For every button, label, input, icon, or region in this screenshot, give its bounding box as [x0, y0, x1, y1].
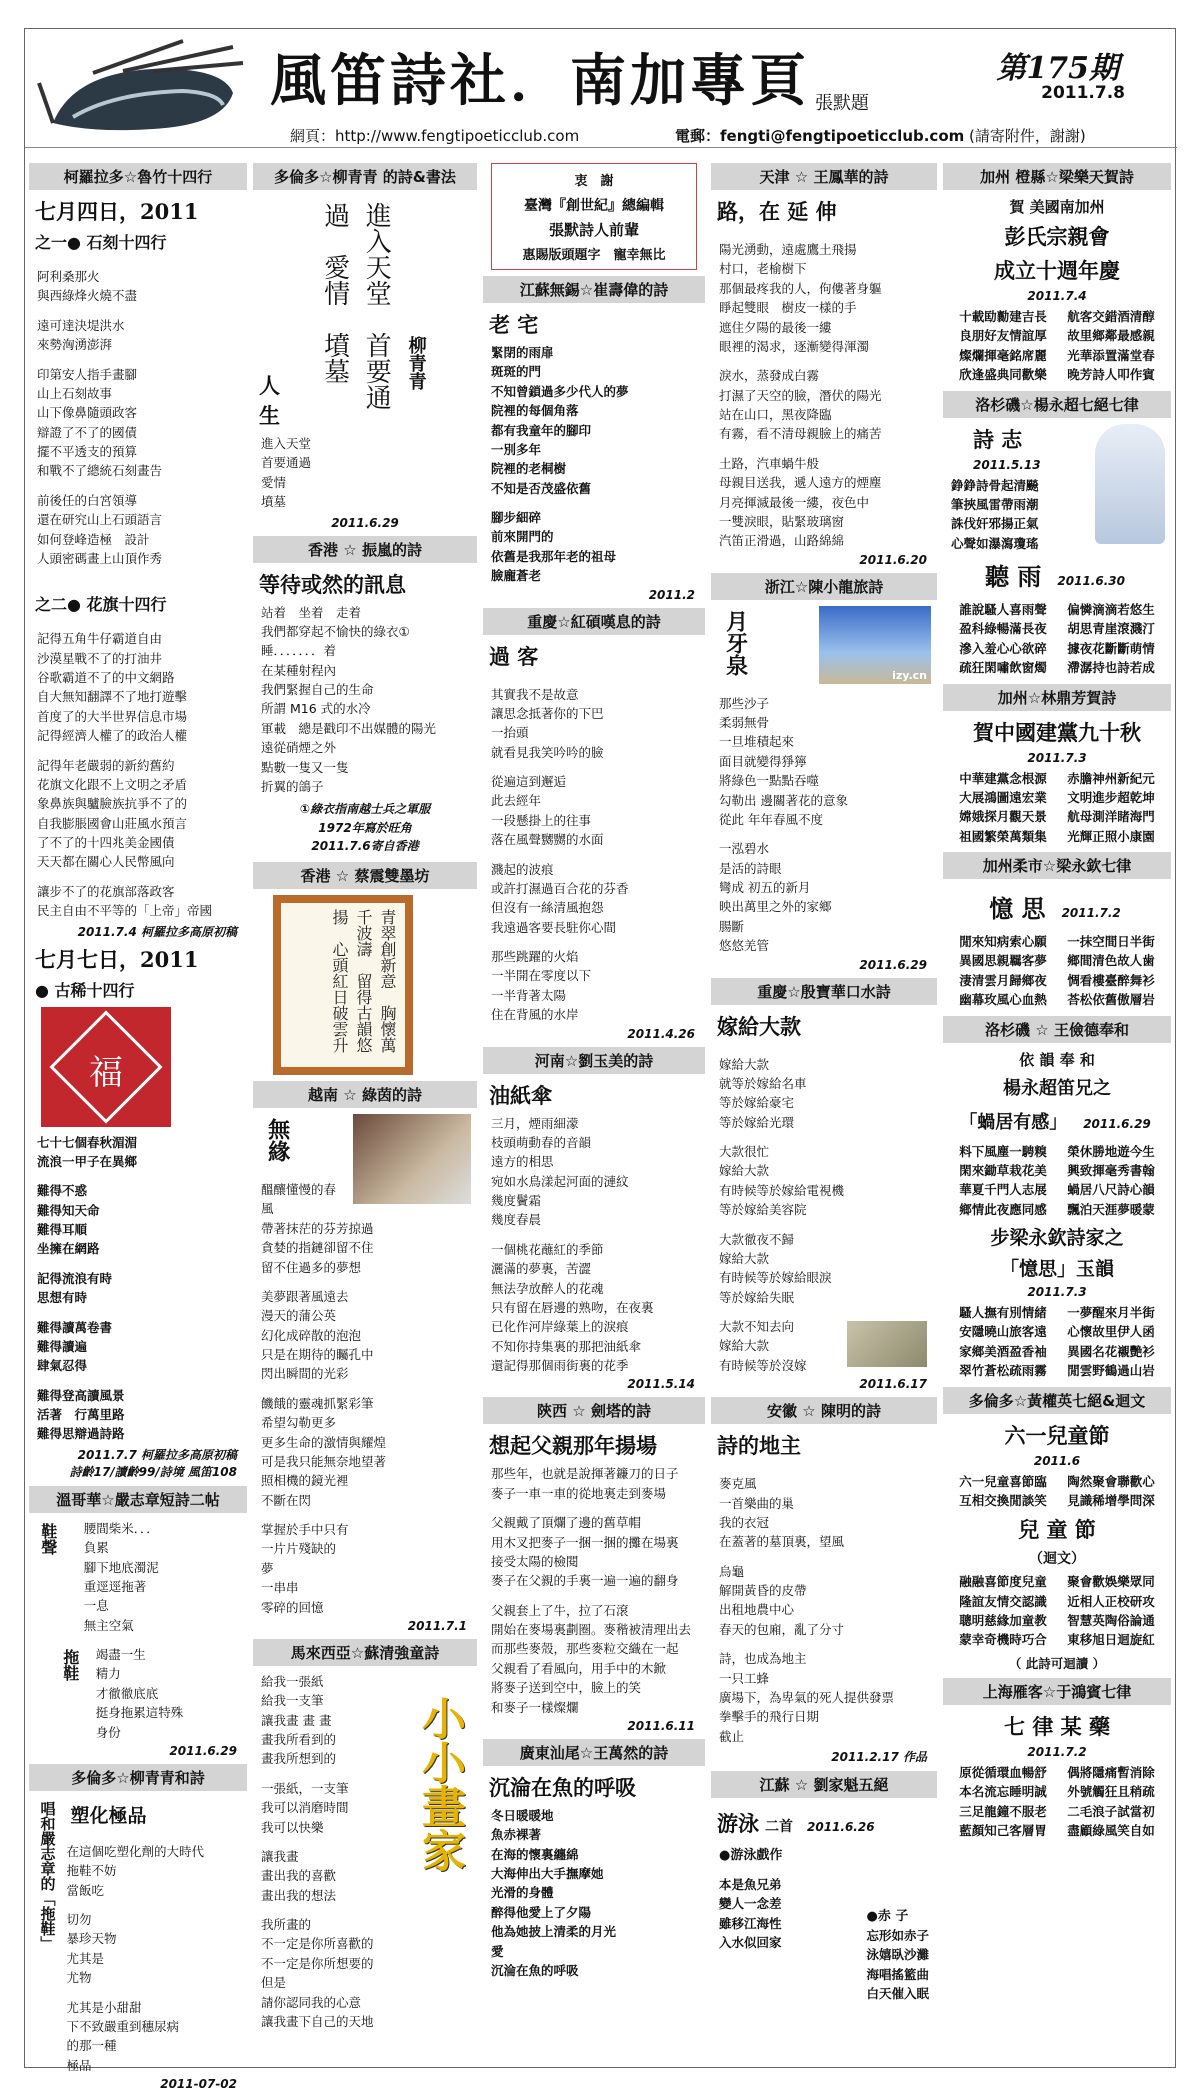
- poem-stanza: 記得流浪有時 思想有時: [37, 1270, 113, 1306]
- poem-stanza: 騷人撫有別情緒 安隱曉山旅客遠 家鄉美酒盈香袖 翠竹蒼松疏雨霧: [959, 1305, 1047, 1379]
- poem-title: 鞋聲: [38, 1522, 58, 1555]
- money-photo: [847, 1321, 927, 1367]
- poem-subtitle: ●游泳戲作: [719, 1848, 783, 1863]
- section-heading: 多倫多☆黃權英七絕&迴文: [943, 1387, 1171, 1414]
- poem-stanza: 聚會歡娛樂眾同 近相人正校研攻 智慧英陶俗論通 東移旭日迴旋紅: [1067, 1574, 1155, 1648]
- poem-date: 2011.7.1: [407, 1618, 467, 1633]
- column-2: [253, 157, 477, 2061]
- poem-stanza: 料下風塵一騁糗 閑來鋤草栽花美 華夏千門人志展 鄉情此夜應同感: [959, 1143, 1047, 1217]
- poem-stanza: 赤膽神州新紀元 文明進步超乾坤 航母測洋睹海門 光輝正照小康園: [1067, 770, 1155, 844]
- poem-title: 「蝸居有感」: [959, 1111, 1068, 1133]
- poem-title: 路，在 延 伸: [717, 199, 837, 224]
- calligraphy-signature: 柳青青: [405, 336, 427, 390]
- website-link[interactable]: 網頁：http://www.fengtipoeticclub.com: [290, 127, 580, 145]
- poem-stanza: 誰說騷人喜雨聲 盈科綠暢滿長夜 滲入羞心心欲碎 疏狂閑嘯飲窗燭: [959, 602, 1047, 676]
- poem-stanza: 七十七個春秋湄湄 流浪一甲子在異鄉: [37, 1134, 138, 1169]
- poem-title: 嫁給大款: [717, 1013, 801, 1039]
- poem-stanza: 腰間柴米．．． 負累 腳下地底濁泥 重逕逕拖著 一息 無主空氣: [83, 1520, 159, 1633]
- poem-title: 楊永超笛兄之: [1003, 1077, 1111, 1099]
- poem-stanza: 十載劻勷建吉長 良朋好友情誼厚 燦爛揮毫銘席麗 欣逢盛典同歡樂: [959, 309, 1047, 383]
- poem-title-artistic: 小小畫家: [414, 1695, 465, 1872]
- poem-stanza: 緊閉的雨扉 斑斑的門 不知曾鎖過多少代人的夢 院裡的每個角落 都有我童年的腳印 一別多年 院裡的老桐樹 不知是否茂盛依舊: [491, 345, 629, 496]
- poem-stanza: 淚水，蒸發成白霧 打濕了天空的臉，潛伏的陽光 站在山口，黑夜降臨 有霧，看不清母親臉上的痛苦: [719, 368, 882, 442]
- poem-stanza: 一泓碧水 是活的詩眼 彎成 初五的新月 映出萬里之外的家鄉 腸斷 悠悠羌管: [719, 841, 832, 954]
- poem-stanza: 醞釀懂慢的春風 帶著抹茫的芬芳掠過 貪婪的指鏈卻留不住 留不住過多的夢想: [261, 1182, 374, 1275]
- poem-stanza: 中華建黨念根源 大展鴻圖遠宏業 嫦娥探月觀天景 祖國繁榮萬類集: [959, 770, 1047, 844]
- poem-title: 想起父親那年揚場: [489, 1433, 657, 1459]
- poem-stanza: 一夢醒來月半街 心懷故里伊人函 異國名花襯艷衫 閒雲野鶴過山岩: [1067, 1305, 1155, 1379]
- poem-date: 2011.6.29: [859, 957, 927, 972]
- newspaper-page: [24, 28, 1176, 2091]
- poem-title: 等待或然的訊息: [259, 571, 406, 597]
- section-heading: 重慶☆殷寶華口水詩: [711, 978, 937, 1005]
- poem-stanza: 融融喜節度兒童 隆誼友情交認識 聰明慈緣加童教 蒙幸奇機時巧合: [959, 1574, 1047, 1648]
- issue-number: 第175期: [996, 51, 1119, 86]
- poem-title: 沉淪在魚的呼吸: [489, 1774, 636, 1800]
- section-heading: 溫哥華☆嚴志章短詩二帖: [29, 1486, 247, 1513]
- section-heading: 加州 橙縣☆梁樂天賀詩: [943, 163, 1171, 190]
- poem-subtitle: ●赤 子: [866, 1909, 909, 1924]
- poem-stanza: 那些跳躍的火焰 一半開在零度以下 一半背著太陽 住在背風的水岸: [491, 949, 592, 1023]
- email-note: (請寄附件，謝謝): [969, 127, 1086, 145]
- poem-stanza: 偏憐滴滴若悠生 胡思青崖滾濺汀 據夜花斷斷萌情 滯潺持也詩若成: [1067, 602, 1155, 676]
- calligraphy-frame-image: 青翠創新意 胸懷萬千波濤 留得古韻悠揚 心頭紅日破雲升: [273, 895, 413, 1075]
- poem-stanza: 六一兒童喜節臨 互相交換閒談笑: [959, 1473, 1047, 1508]
- poem-title: 步梁永欽詩家之: [990, 1227, 1124, 1249]
- fortune-symbol-image: [41, 1007, 171, 1127]
- poem-stanza: 美夢跟著風遠去 漫天的蒲公英 幻化成碎散的泡泡 只是在期待的矚孔中 閃出瞬間的光彩: [261, 1288, 374, 1382]
- poem-title: 聽 雨: [985, 562, 1042, 591]
- section-heading: 河南☆劉玉美的詩: [483, 1047, 705, 1074]
- poem-stanza: 濺起的波痕 或許打濕過百合花的芬香 但沒有一絲清風抱怨 我遠過客要長駐你心間: [491, 861, 629, 935]
- poem-stanza: 記得年老嚴弱的新約舊約 花旗文化跟不上文明之矛盾 象鼻族與驢臉族抗爭不了的 自我膨脹國會山莊風水預言 了不了的十四兆美金國債 天天都在關心人民幣風向: [37, 757, 188, 870]
- poem-signature: 2011.7.4 柯羅拉多高原初稿: [77, 924, 237, 939]
- masthead: [25, 29, 1177, 147]
- section-heading: 天津 ☆ 王鳳華的詩: [711, 163, 937, 190]
- masthead-title: 風笛詩社．南加專頁: [270, 48, 810, 114]
- poem-date: 2011.7.3: [1027, 1285, 1087, 1299]
- masthead-signature: 張默題: [815, 93, 869, 114]
- issue-date: 2011.7.8: [1041, 83, 1125, 103]
- section-heading: 香港 ☆ 振嵐的詩: [253, 536, 477, 563]
- section-heading: 重慶☆紅碩嘆息的詩: [483, 608, 705, 635]
- email-link[interactable]: fengti@fengtipoeticclub.com: [720, 127, 965, 145]
- poem-stanza: 進入天堂 首要通過 愛情 墳墓: [261, 436, 312, 510]
- fortune-char: 福: [89, 1052, 123, 1093]
- section-heading: 洛杉磯☆楊永超七絕七律: [943, 391, 1171, 418]
- section-heading: 柯羅拉多☆魯竹十四行: [29, 163, 247, 190]
- column-3: [483, 157, 705, 2061]
- poem-stanza: 嫁給大款 就等於嫁給名車 等於嫁給豪宅 等於嫁給光環: [719, 1056, 807, 1130]
- poem-stanza: 印第安人指手畫腳 山上石刻故事 山下像鼻隨頭政客 辯證了不了的國債 擺不平透支的預算 和戰不了總統石刻畫告: [37, 366, 163, 479]
- section-heading: 江蘇 ☆ 劉家魁五絕: [711, 1771, 937, 1798]
- email-label: 電郵：: [675, 127, 721, 145]
- poem-stanza: 大款徹夜不歸 嫁給大款 有時候等於嫁給眼淚 等於嫁給失眠: [719, 1231, 832, 1305]
- poem-date: 2011.6.17: [859, 1377, 927, 1392]
- poem-stanza: 切勿 暴珍天物 尤其是 尤物: [66, 1912, 117, 1986]
- poem-stanza: 記得五角牛仔霸道自由 沙漠星戰不了的打油井 谷歌霸道不了的中文網路 自大無知翻譯不了地打遊擊 首度了的大半世界信息市場 記得經濟人權了的政治人權: [37, 631, 188, 744]
- desert-spring-photo: [819, 606, 931, 684]
- poem-date: 2011.6.11: [627, 1718, 695, 1733]
- poem-stanza: 難得不惑 難得知天命 難得耳順 坐擁在網路: [37, 1183, 100, 1257]
- section-heading: 加州柔市☆梁永欽七律: [943, 852, 1171, 879]
- poem-title: 賀中國建黨九十秋: [973, 719, 1141, 745]
- section-heading: 多倫多☆柳青青 的詩&書法: [253, 163, 477, 190]
- poem-date: 2011.6.29: [169, 1743, 237, 1758]
- poem-stanza: 在這個吃塑化劑的大時代 拖鞋不妨 當飯吃: [66, 1843, 205, 1898]
- poem-stanza: 難得讀萬卷書 難得讀遍 肆氣忍得: [37, 1319, 113, 1374]
- poem-footnote: ①綠衣指南越士兵之軍服 1972年寫於旺角 2011.7.6寄自香港: [299, 802, 431, 854]
- poem-stanza: 麥克風 一首樂曲的巢 我的衣冠 在蓋著的墓頂裏，望風: [719, 1476, 845, 1550]
- poem-date-title: 七月四日，2011: [35, 199, 199, 224]
- poem-date: 2011.6.29: [331, 515, 399, 530]
- poem-title: 憶 思: [989, 894, 1046, 923]
- poem-stanza: 給我一張紙 給我一支筆 讓我畫 畫 畫 畫我所看到的 畫我所想到的: [261, 1673, 337, 1767]
- poem-title: 無緣: [264, 1118, 291, 1163]
- poem-stanza: 那些年，也就是說揮著鐮刀的日子 麥子一車一車的從地裏走到麥場: [491, 1466, 679, 1501]
- section-heading: 香港 ☆ 蔡震雙墨坊: [253, 862, 477, 889]
- poem-stanza: 偶將隱痛暫消除 外號觸狂且稍疏 二毛浪子試當初 盡顧綠風笑自如: [1067, 1764, 1155, 1838]
- poem-subtitle: 之一● 石刻十四行: [35, 233, 167, 252]
- poem-date: 2011.6: [1033, 1453, 1081, 1468]
- thanks-line: 臺灣『創世紀』總編輯: [524, 198, 664, 214]
- poem-stanza: 讓步不了的花旗部落政客 民主自由不平等的「上帝」帝國: [37, 883, 213, 919]
- poem-title: 兒 童 節: [1018, 1517, 1096, 1543]
- section-heading: 江蘇無錫☆崔壽偉的詩: [483, 276, 705, 303]
- section-heading: 多倫多☆柳青青和詩: [29, 1764, 247, 1791]
- section-heading: 廣東汕尾☆王萬然的詩: [483, 1739, 705, 1766]
- poem-date-title: 七月七日，2011: [35, 946, 199, 972]
- section-heading: 加州☆林鼎芳賀詩: [943, 684, 1171, 711]
- poem-stanza: 大款不知去向 嫁給大款 有時候等於沒嫁: [719, 1319, 807, 1373]
- poem-stanza: 難得登高讀風景 活著 行萬里路 難得思辯過詩路: [37, 1387, 125, 1442]
- poem-date: 2011.7.2: [1027, 1744, 1087, 1759]
- poem-title: 彭氏宗親會: [1004, 224, 1110, 249]
- poem-stanza: 從遍這到邂逅 此去經年 一段懸掛上的往事 落在風聲嬲嬲的水面: [491, 774, 604, 848]
- thanks-title: 衷 謝: [574, 174, 614, 189]
- poem-title: 人 生: [259, 373, 301, 428]
- poem-title: 六一兒童節: [1004, 1422, 1110, 1448]
- poem-date: 2011.6.26: [807, 1820, 875, 1834]
- poem-stanza: 一張紙，一支筆 我可以消磨時間 我可以快樂: [261, 1780, 349, 1835]
- poem-side-caption: 唱和嚴志章的「拖鞋」: [38, 1800, 57, 1951]
- poem-title: 老 宅: [489, 312, 539, 337]
- poem-line: 依 韻 奉 和: [1019, 1050, 1095, 1069]
- poem-stanza: 烏龜 解開黃昏的皮帶 出租地農中心 春天的包廂，亂了分寸: [719, 1563, 845, 1637]
- poem-stanza: 航客交錯酒清醇 故里鄉鄰最感親 光華添置滿堂春 晚芳詩人叩作賓: [1067, 309, 1155, 383]
- section-heading: 安徽 ☆ 陳明的詩: [711, 1397, 937, 1424]
- poem-date: 2011.2: [648, 587, 695, 602]
- poem-line: 賀 美國南加州: [1009, 198, 1105, 216]
- poem-stanza: 一抹空間日半街 鄉間清色故人歯 惆看樓臺醉舞衫 荅松依舊傲層岩: [1067, 934, 1155, 1008]
- poem-date: 2011.6.20: [859, 552, 927, 567]
- poem-title: 油紙傘: [489, 1082, 552, 1108]
- poem-stanza: 那些沙子 柔弱無骨 一旦堆積起來 面目就變得猙獰 將綠色一點點吞噬 勾勒出 邊關著花的意象 從此 年年春風不度: [719, 695, 848, 827]
- poem-date: 2011-07-02: [160, 2077, 237, 2091]
- poem-stanza: 土路，汽車蝸牛般 母親目送我，遞人遠方的煙塵 月亮揮滅最後一縷，夜色中 一雙淚眼，貼緊玻璃窗 汽笛正滑過，山路綿綿: [719, 455, 882, 549]
- poem-stanza: 榮休勝地遊今生 興致揮毫秀書翰 蝸居八尺詩心韻 飄泊天涯夢暖蒙: [1067, 1143, 1155, 1217]
- poem-stanza: 錚錚詩骨起清飈 筆挾風雷帶雨潮 誅伐奸邪揚正氣 心聲如瀑瀉瓊瑤: [951, 477, 1039, 551]
- section-heading: 洛杉磯 ☆ 王儉德奉和: [943, 1016, 1171, 1043]
- poem-stanza: 父親套上了牛，拉了石滾 開始在麥場裏劃圈。麥稭被清理出去 而那些麥殼，那些麥粒交織在一起 父親看了看風向，用手中的木鍁 將麥子送到空中，臉上的笑 和麥子一樣燦爛: [491, 1602, 692, 1715]
- poem-stanza: 其實我不是故意 讓思念抵著你的下巴 一抬頭 就看見我笑吟吟的臉: [491, 686, 604, 760]
- poem-date: 2011.6.30: [1057, 574, 1125, 588]
- poem-title: 游泳: [717, 1811, 759, 1836]
- poem-title: 「憶思」玉韻: [999, 1258, 1114, 1280]
- poem-title: 詩的地主: [717, 1433, 801, 1459]
- statue-photo: [353, 1114, 471, 1204]
- poem-stanza: 阿利桑那火 與西綠烽火燒不盡: [37, 269, 138, 304]
- column-1: [29, 157, 247, 2091]
- section-heading: 浙江☆陳小龍旅詩: [711, 573, 937, 600]
- section-heading: 上海雁客☆于鴻賓七律: [943, 1678, 1171, 1705]
- poem-stanza: 前後任的白宮領導 還在研究山上石頭語言 如何登峰造極 設計 人頭密碼畫上山頂作秀: [37, 492, 163, 566]
- poem-subtitle: ● 古稀十四行: [35, 980, 135, 1000]
- poem-stanza: 尤其是小甜甜 下不致嚴重到穗尿病 的那一種 極品: [66, 1999, 180, 2073]
- poem-title: 過 客: [489, 643, 539, 669]
- poem-title: 塑化極品: [70, 1804, 147, 1827]
- poem-stanza: 站着 坐着 走着 我們都穿起不愉快的綠衣① 睡．．．．．．．着 在某種射程內 我們緊握自己的生命 所謂 M16 式的水冷 軍載 總是戳印不出媒體的陽光 遠從硝煙之外 點數一隻又一隻 折翼的鴿子: [261, 604, 437, 794]
- contact-email: [675, 125, 1086, 146]
- poem-title: 七 律 某 藥: [1004, 1713, 1110, 1739]
- poem-stanza: 遠可達決堤洪水 來勢洶湧澎湃: [37, 317, 125, 353]
- poem-stanza: 我所畫的 不一定是你所喜歡的 不一定是你所想要的 但是 請你認同我的心意 讓我畫下自己的天地: [261, 1917, 374, 2029]
- poem-date: 2011.7.4: [1027, 289, 1087, 303]
- poem-title: 詩 志: [973, 426, 1023, 452]
- poem-date: 2011.5.13: [973, 457, 1041, 472]
- poem-stanza: 一個桃花蘸紅的季節 灑滿的夢裏，苦澀 無法孕放醉人的花魂 只有留在唇邊的熟吻，在夜裏 已化作河岸綠葉上的淚痕 不知你持集裏的那把油紙傘 還記得那個雨街裏的花季: [491, 1241, 654, 1373]
- thanks-line: 張默詩人前輩: [548, 221, 639, 239]
- poem-date: 2011.2.17 作品: [831, 1750, 927, 1764]
- poem-stanza: 掌握於手中只有 一片片殘缺的 夢 一串串 零碎的回憶: [261, 1522, 349, 1615]
- calligraphy-artwork: 進入天堂 首要通過 愛情 墳墓: [319, 202, 392, 410]
- poem-stanza: 陽光湧動，遠處鷹土飛揚 村口，老榆樹下 那個最疼我的人，佝僂著身軀 睜起雙眼 樹皮一樣的手 遮住夕陽的最後一縷 眼裡的渴求，逐漸變得渾濁: [719, 242, 882, 354]
- column-4: [711, 157, 937, 2061]
- poem-date: 2011.5.14: [627, 1377, 695, 1392]
- poem-stanza: 三月，煙雨細濛 枝頭萌動春的音韻 遠方的相思 宛如水鳥漾起河面的漣紋 幾度鬢霜 幾度春晨: [491, 1115, 629, 1228]
- poem-date: 2011.6.29: [1083, 1116, 1151, 1131]
- bagpipe-icon: [33, 33, 253, 141]
- poem-subtitle: （迴文）: [1029, 1551, 1085, 1568]
- poem-stanza: 陶然聚會聯歡心 見識稀增學問深: [1067, 1473, 1155, 1508]
- poem-stanza: 忘形如赤子 泳嬉臥沙灘 海唱搖籃曲 白天催入眠: [866, 1928, 929, 2002]
- column-5: [943, 157, 1171, 2061]
- poem-date: 2011.7.2: [1061, 906, 1121, 920]
- header-divider: [25, 147, 1177, 148]
- poem-signature: 2011.7.7 柯羅拉多高原初稿 詩齡17/讀齡99/詩境 風笛108: [69, 1447, 237, 1479]
- poem-title: 成立十週年慶: [994, 258, 1120, 283]
- poem-stanza: 冬日暖暖地 魚赤裸著 在海的懷裏纏綿 大海伸出大手撫摩她 光滑的身體 醉得他愛上了夕陽 他為她披上清柔的月光 愛 沉淪在魚的呼吸: [491, 1807, 617, 1978]
- poem-stanza: 詩，也成為地主 一只工蜂 廣場下，為卑氣的死人提供發票 拳擊手的飛行日期 截止: [719, 1651, 895, 1744]
- poem-stanza: 腳步細碎 前來開門的 依舊是我那年老的祖母 臉龐蒼老: [491, 510, 617, 584]
- poem-stanza: 大款很忙 嫁給大款 有時候等於嫁給電視機 等於嫁給美容院: [719, 1144, 845, 1218]
- poem-stanza: 饑餓的靈魂抓緊彩筆 希望勾勒更多 更多生命的激情與耀煌 可是我只能無奈地望著 照相機的鏡光裡 不斷在閃: [261, 1395, 387, 1508]
- poem-title-suffix: 二首: [765, 1819, 793, 1835]
- poem-note: （ 此詩可迴讀 ）: [1008, 1655, 1106, 1671]
- scholar-painting: [1095, 424, 1165, 544]
- poem-stanza: 本是魚兄弟 變人一念差 雖移江海性 入水似回家: [719, 1877, 782, 1951]
- section-heading: 馬來西亞☆蘇清強童詩: [253, 1639, 477, 1666]
- poem-stanza: 竭盡一生 精力 才徹徹底底 挺身拖累這特殊 身份: [95, 1647, 184, 1740]
- poem-stanza: 閒來知病索心願 異國思親羈客夢 淒清雲月歸鄉夜 幽幕玫風心血熱: [959, 934, 1047, 1008]
- thanks-notice: [491, 163, 697, 270]
- photo-watermark: izy.cn: [892, 668, 927, 682]
- poem-title: 月牙泉: [722, 609, 749, 676]
- poem-stanza: 原從循環血暢舒 本名流忘睡明誠 三足龍鐘不服老 藍顏知己客層胃: [959, 1764, 1047, 1838]
- poem-stanza: 父親戴了頂爛了邊的舊草帽 用木叉把麥子一捆一捆的攤在場裏 接受太陽的檢閱 麥子在父親的手裏一遍一遍的翻身: [491, 1515, 679, 1589]
- poem-stanza: 讓我畫 畫出我的喜歡 畫出我的想法: [261, 1848, 337, 1903]
- poem-date: 2011.7.3: [1027, 750, 1087, 765]
- thanks-line: 惠賜版頭題字 寵幸無比: [522, 248, 666, 263]
- section-heading: 越南 ☆ 綠茵的詩: [253, 1081, 477, 1108]
- poem-subtitle: 之二● 花旗十四行: [35, 595, 167, 615]
- section-heading: 陝西 ☆ 劍塔的詩: [483, 1397, 705, 1424]
- poem-date: 2011.4.26: [627, 1026, 695, 1041]
- poem-title: 拖鞋: [60, 1649, 80, 1681]
